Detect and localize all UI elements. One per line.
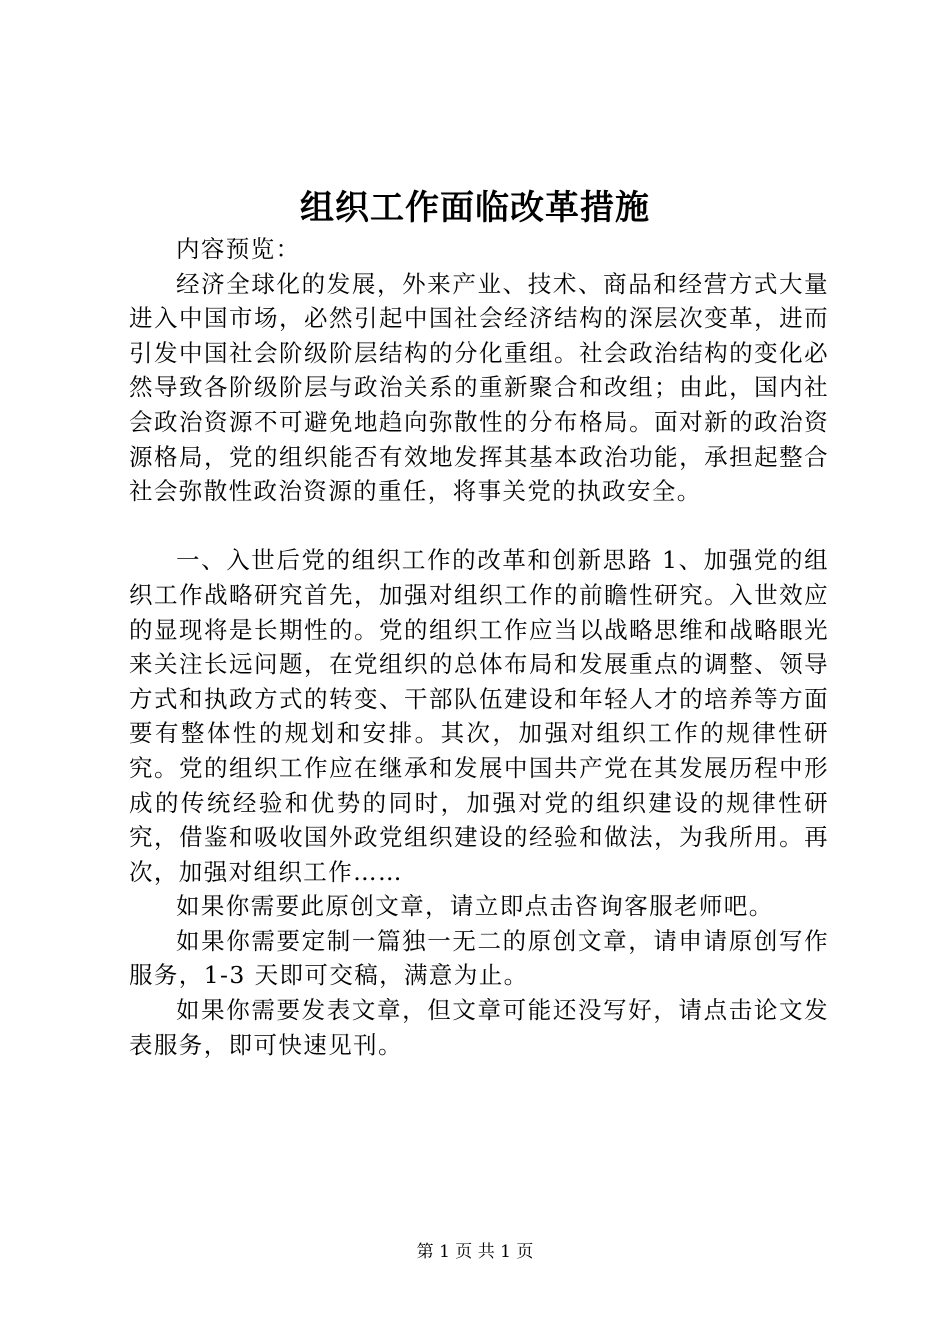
preview-label: 内容预览： xyxy=(176,235,301,263)
intro-paragraph: 经济全球化的发展，外来产业、技术、商品和经营方式大量进入中国市场，必然引起中国社会经济结构的深层次变革，进而引发中国社会阶级阶层结构的分化重组。社会政治结构的变化必然导致各阶级阶层与政治关系的重新聚合和改组；由此，国内社会政治资源不可避免地趋向弥散性的分布格局。面对新的政治资源格局，党的组织能否有效地发挥其基本政治功能，承担起整合社会弥散性政治资源的重任，将事关党的执政安全。 xyxy=(129,269,829,506)
section-one-paragraph: 一、入世后党的组织工作的改革和创新思路 1、加强党的组织工作战略研究首先，加强对组织工作的前瞻性研究。入世效应的显现将是长期性的。党的组织工作应当以战略思维和战略眼光来关注长远问题，在党组织的总体布局和发展重点的调整、领导方式和执政方式的转变、干部队伍建设和年轻人才的培养等方面要有整体性的规划和安排。其次，加强对组织工作的规律性研究。党的组织工作应在继承和发展中国共产党在其发展历程中形成的传统经验和优势的同时，加强对党的组织建设的规律性研究，借鉴和吸收国外政党组织建设的经验和做法，为我所用。再次，加强对组织工作…… xyxy=(129,546,829,886)
consult-paragraph: 如果你需要此原创文章，请立即点击咨询客服老师吧。 xyxy=(176,892,774,921)
document-title: 组织工作面临改革措施 xyxy=(300,188,650,228)
document-body xyxy=(129,232,829,1062)
page-footer: 第 1 页 共 1 页 xyxy=(416,1242,534,1262)
publishing-paragraph: 如果你需要发表文章，但文章可能还没写好，请点击论文发表服务，即可快速见刊。 xyxy=(129,996,829,1059)
custom-writing-paragraph: 如果你需要定制一篇独一无二的原创文章，请申请原创写作服务，1-3 天即可交稿，满意为止。 xyxy=(129,926,829,990)
